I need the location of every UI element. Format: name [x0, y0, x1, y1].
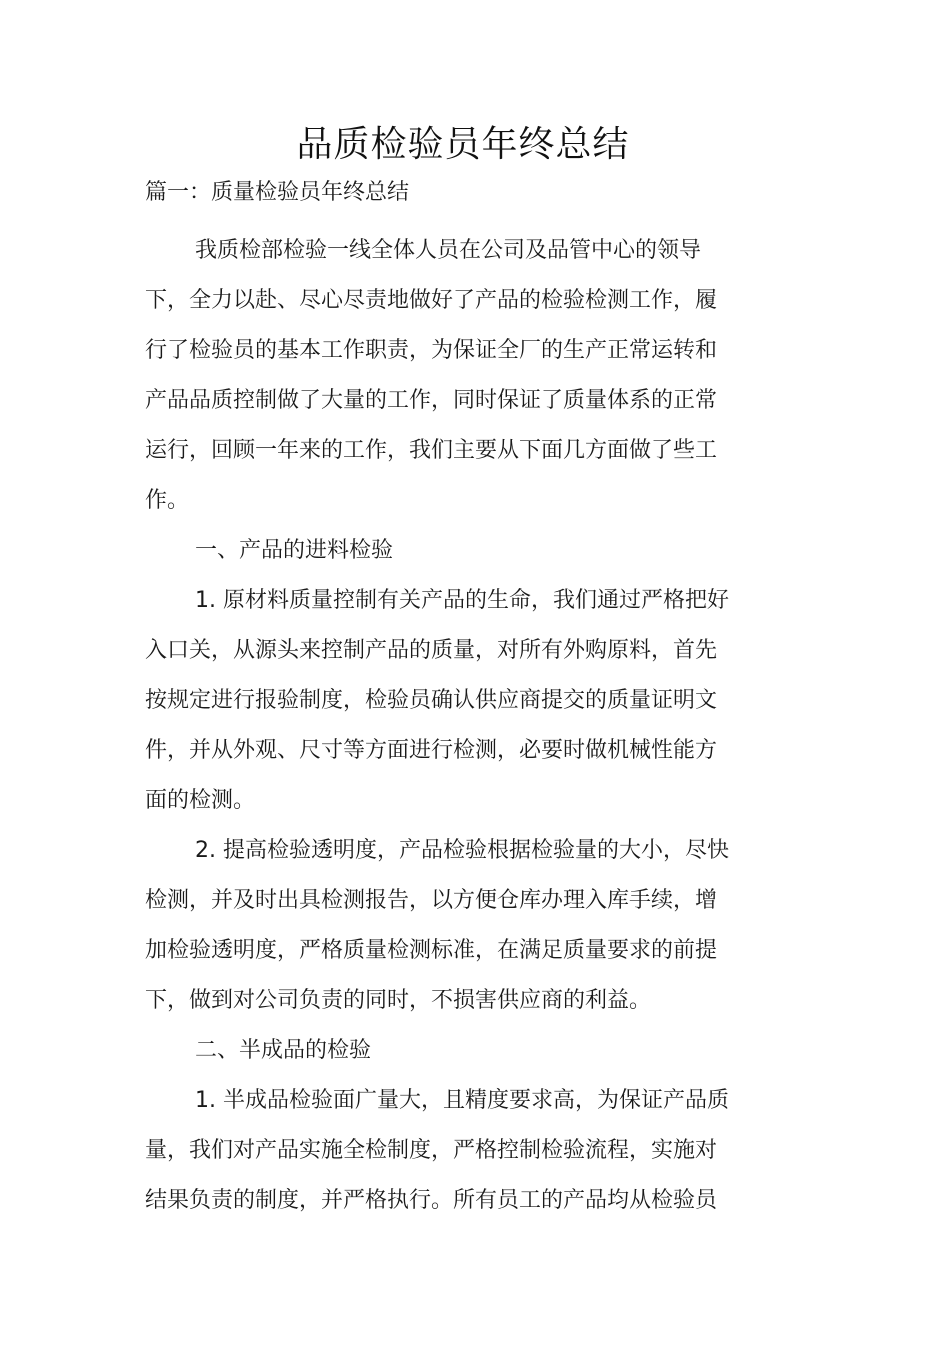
text-line: 行了检验员的基本工作职责，为保证全厂的生产正常运转和: [145, 338, 718, 363]
text-line: 1. 原材料质量控制有关产品的生命，我们通过严格把好: [195, 588, 729, 613]
text-line: 我质检部检验一线全体人员在公司及品管中心的领导: [195, 238, 702, 263]
text-line: 入口关，从源头来控制产品的质量，对所有外购原料，首先: [145, 638, 718, 663]
section-heading: 一、产品的进料检验: [195, 538, 394, 563]
text-line: 2. 提高检验透明度，产品检验根据检验量的大小，尽快: [195, 838, 729, 863]
text-line: 面的检测。: [145, 788, 256, 813]
text-line: 按规定进行报验制度，检验员确认供应商提交的质量证明文: [145, 688, 718, 713]
text-line: 量，我们对产品实施全检制度，严格控制检验流程，实施对: [145, 1138, 718, 1163]
text-line: 下，全力以赴、尽心尽责地做好了产品的检验检测工作，履: [145, 288, 718, 313]
text-line: 件，并从外观、尺寸等方面进行检测，必要时做机械性能方: [145, 738, 718, 763]
document-body: [145, 226, 755, 1226]
text-line: 1. 半成品检验面广量大，且精度要求高，为保证产品质: [195, 1088, 729, 1113]
text-line: 运行，回顾一年来的工作，我们主要从下面几方面做了些工: [145, 438, 718, 463]
text-line: 结果负责的制度，并严格执行。所有员工的产品均从检验员: [145, 1188, 718, 1213]
document-title: 品质检验员年终总结: [296, 124, 630, 165]
section-heading: 二、半成品的检验: [195, 1038, 372, 1063]
text-line: 下，做到对公司负责的同时，不损害供应商的利益。: [145, 988, 652, 1013]
document-subtitle: 篇一：质量检验员年终总结: [145, 180, 410, 205]
text-line: 检测，并及时出具检测报告，以方便仓库办理入库手续，增: [145, 888, 718, 913]
text-line: 加检验透明度，严格质量检测标准，在满足质量要求的前提: [145, 938, 718, 963]
text-line: 作。: [145, 488, 190, 513]
text-line: 产品品质控制做了大量的工作，同时保证了质量体系的正常: [145, 388, 718, 413]
